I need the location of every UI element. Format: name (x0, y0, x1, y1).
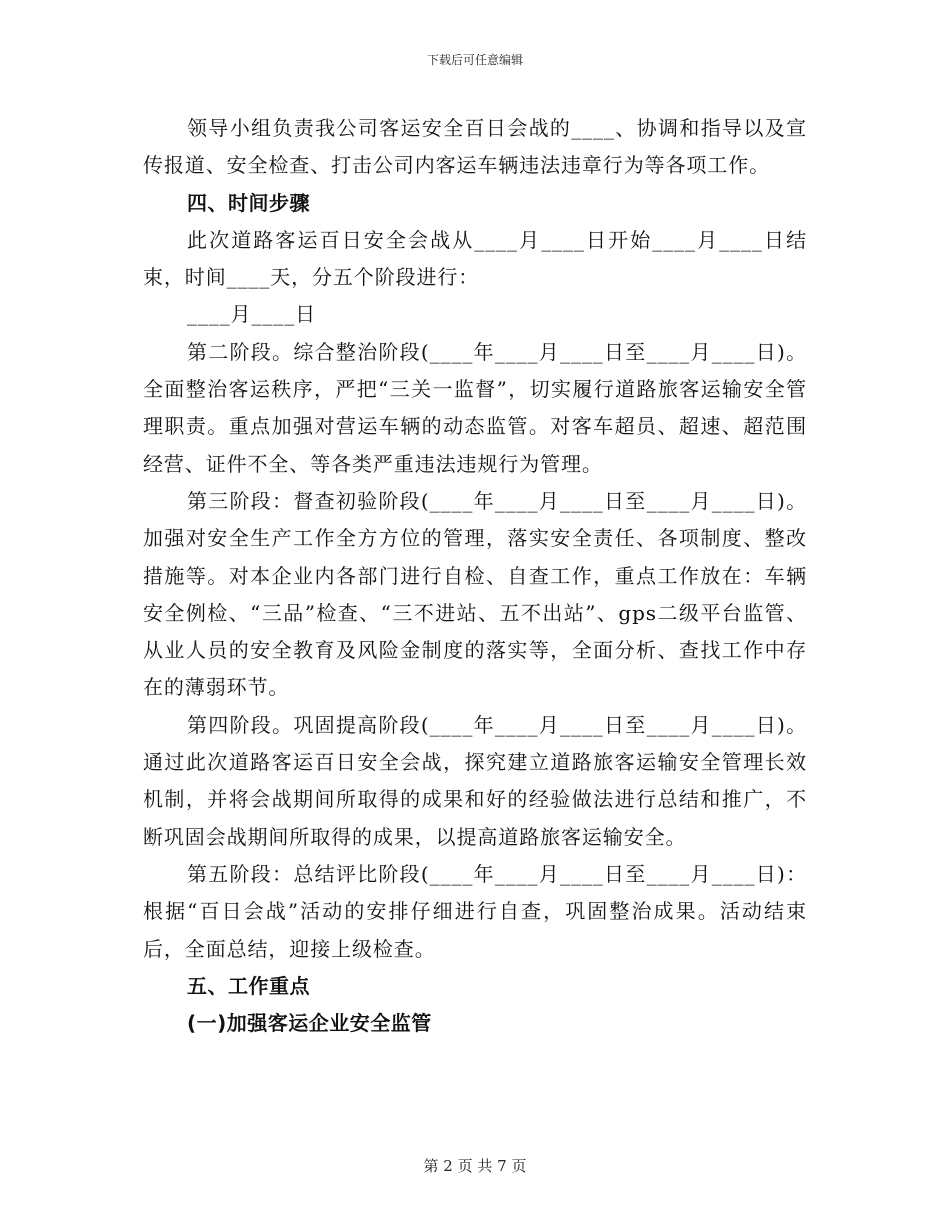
paragraph-stage-five: 第五阶段：总结评比阶段(____年____月____日至____月____日)：根据“百日会战”活动的安排仔细进行自查，巩固整治成果。活动结束后，全面总结，迎接上级检查。 (143, 861, 807, 961)
paragraph-stage-three: 第三阶段：督查初验阶段(____年____月____日至____月____日)。加强对安全生产工作全方方位的管理，落实安全责任、各项制度、整改措施等。对本企业内各部门进行自检、自查工作，重点工作放在：车辆安全例检、“三品”检查、“三不进站、五不出站”、gps二级平台监管、从业人员的安全教育及风险金制度的落实等，全面分析、查找工作中存在的薄弱环节。 (143, 488, 807, 700)
document-body (143, 110, 807, 1042)
paragraph-leadership-duties: 领导小组负责我公司客运安全百日会战的____、协调和指导以及宣传报道、安全检查、打击公司内客运车辆违法违章行为等各项工作。 (143, 116, 807, 178)
page-footer: 第 2 页 共 7 页 (423, 1157, 527, 1175)
paragraph-first-stage-date: ____月____日 (187, 302, 316, 327)
paragraph-stage-four: 第四阶段。巩固提高阶段(____年____月____日至____月____日)。通过此次道路客运百日安全会战，探究建立道路旅客运输安全管理长效机制，并将会战期间所取得的成果和好的经验做法进行总结和推广，不断巩固会战期间所取得的成果，以提高道路旅客运输安全。 (143, 712, 807, 849)
paragraph-campaign-period: 此次道路客运百日安全会战从____月____日开始____月____日结束，时间____天，分五个阶段进行： (143, 227, 807, 290)
paragraph-stage-two: 第二阶段。综合整治阶段(____年____月____日至____月____日)。全面整治客运秩序，严把“三关一监督”，切实履行道路旅客运输安全管理职责。重点加强对营运车辆的动态监管。对客车超员、超速、超范围经营、证件不全、等各类严重违法违规行为管理。 (143, 339, 807, 476)
page-header: 下载后可任意编辑 (426, 53, 523, 67)
section-heading-time-steps: 四、时间步骤 (187, 190, 310, 215)
section-heading-work-focus: 五、工作重点 (187, 973, 310, 998)
subsection-heading-strengthen-supervision: (一)加强客运企业安全监管 (187, 1011, 432, 1036)
